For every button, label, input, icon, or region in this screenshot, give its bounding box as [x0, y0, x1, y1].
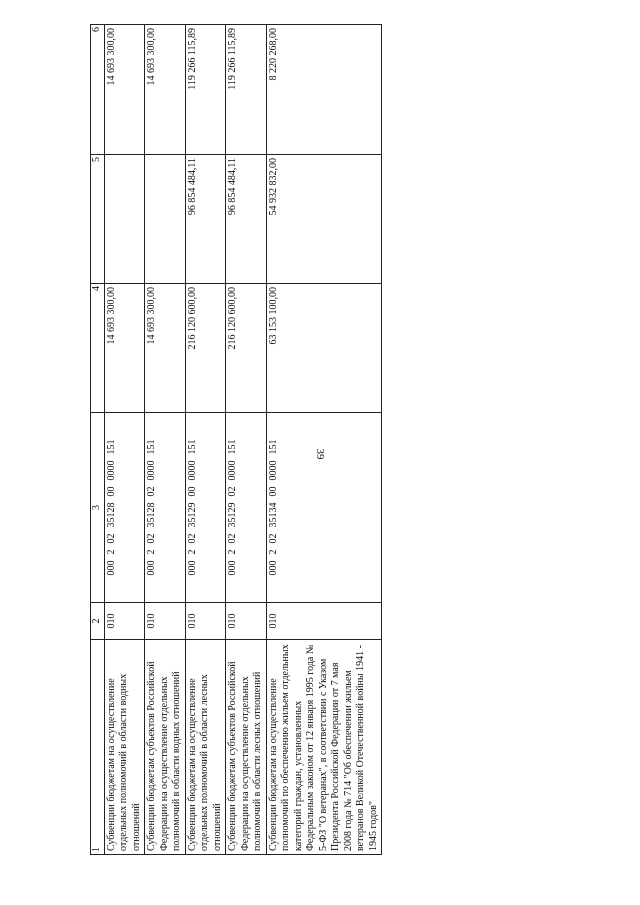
row-budget-code	[226, 413, 267, 603]
code-part: 0000	[227, 460, 238, 481]
code-part: 151	[105, 439, 117, 455]
row-col-5: 96 854 484,11	[185, 155, 226, 284]
row-col-6: 14 693 300,00	[104, 25, 145, 155]
header-col-3: 3	[91, 413, 105, 603]
code-part: 02	[146, 486, 157, 497]
row-col-4: 14 693 300,00	[104, 284, 145, 413]
code-part: 02	[227, 533, 238, 544]
table-row	[226, 25, 267, 855]
code-part: 35129	[186, 502, 198, 528]
table-row	[266, 25, 382, 855]
header-col-2: 2	[91, 603, 105, 640]
row-col-4: 216 120 600,00	[185, 284, 226, 413]
row-name: Субвенции бюджетам на осуществление отдельных полномочий в области водных отношений	[104, 640, 145, 855]
row-col-6: 8 220 268,00	[266, 25, 382, 155]
table-row	[104, 25, 145, 855]
table-row	[185, 25, 226, 855]
code-part: 2	[146, 549, 157, 555]
code-part: 000	[146, 560, 157, 576]
code-part: 000	[267, 560, 279, 576]
header-row	[91, 25, 105, 855]
header-col-1: 1	[91, 640, 105, 855]
code-part: 35128	[146, 502, 157, 528]
row-col-5	[104, 155, 145, 284]
code-part: 35128	[105, 502, 117, 528]
code-part: 0000	[186, 460, 198, 481]
code-part: 000	[186, 560, 198, 576]
row-name: Субвенции бюджетам на осуществление отдельных полномочий в области лесных отношений	[185, 640, 226, 855]
code-part: 02	[227, 486, 238, 497]
row-col-6: 119 266 115,89	[185, 25, 226, 155]
code-part: 2	[267, 549, 279, 555]
code-part: 02	[186, 533, 198, 544]
code-part: 151	[186, 439, 198, 455]
row-admin-code: 010	[226, 603, 267, 640]
row-col-4: 14 693 300,00	[145, 284, 186, 413]
row-admin-code: 010	[145, 603, 186, 640]
code-part: 0000	[146, 460, 157, 481]
code-part: 151	[227, 439, 238, 455]
code-part: 2	[186, 549, 198, 555]
code-part: 000	[227, 560, 238, 576]
row-col-5	[145, 155, 186, 284]
header-col-6: 6	[91, 25, 105, 155]
row-col-5: 54 932 832,00	[266, 155, 382, 284]
row-budget-code	[104, 413, 145, 603]
code-part: 02	[105, 533, 117, 544]
code-part: 00	[105, 486, 117, 497]
code-part: 151	[146, 439, 157, 455]
table-row	[145, 25, 186, 855]
row-col-4: 216 120 600,00	[226, 284, 267, 413]
row-admin-code: 010	[185, 603, 226, 640]
rotated-table-container	[90, 27, 440, 855]
row-budget-code	[185, 413, 226, 603]
code-part: 000	[105, 560, 117, 576]
budget-table	[90, 24, 382, 855]
row-col-5: 96 854 484,11	[226, 155, 267, 284]
code-part: 35129	[227, 502, 238, 528]
row-col-4: 63 153 100,00	[266, 284, 382, 413]
row-col-6: 119 266 115,89	[226, 25, 267, 155]
code-part: 2	[105, 549, 117, 555]
code-part: 02	[267, 533, 279, 544]
row-name: Субвенции бюджетам субъектов Российской Федерации на осуществление отдельных полномочий в области лесных отношений	[226, 640, 267, 855]
row-budget-code	[266, 413, 382, 603]
page-number: 39	[314, 448, 326, 460]
row-admin-code: 010	[266, 603, 382, 640]
code-part: 151	[267, 439, 279, 455]
code-part: 00	[267, 486, 279, 497]
row-budget-code	[145, 413, 186, 603]
code-part: 0000	[267, 460, 279, 481]
row-col-6: 14 693 300,00	[145, 25, 186, 155]
row-name: Субвенции бюджетам на осуществление полномочий по обеспечению жильем отдельных категорий граждан, установленных Федеральным законом от 12 января 1995 года № 5-ФЗ "О ветеранах", в соответствии с Указом Президента Российской Федерации от 7 мая 2008 года № 714 "Об обеспечении жильем ветеранов Великой Отечественной войны 1941 - 1945 годов"	[266, 640, 382, 855]
code-part: 2	[227, 549, 238, 555]
row-admin-code: 010	[104, 603, 145, 640]
code-part: 35134	[267, 502, 279, 528]
code-part: 0000	[105, 460, 117, 481]
header-col-5: 5	[91, 155, 105, 284]
code-part: 02	[146, 533, 157, 544]
code-part: 00	[186, 486, 198, 497]
row-name: Субвенции бюджетам субъектов Российской Федерации на осуществление отдельных полномочий в области водных отношений	[145, 640, 186, 855]
header-col-4: 4	[91, 284, 105, 413]
